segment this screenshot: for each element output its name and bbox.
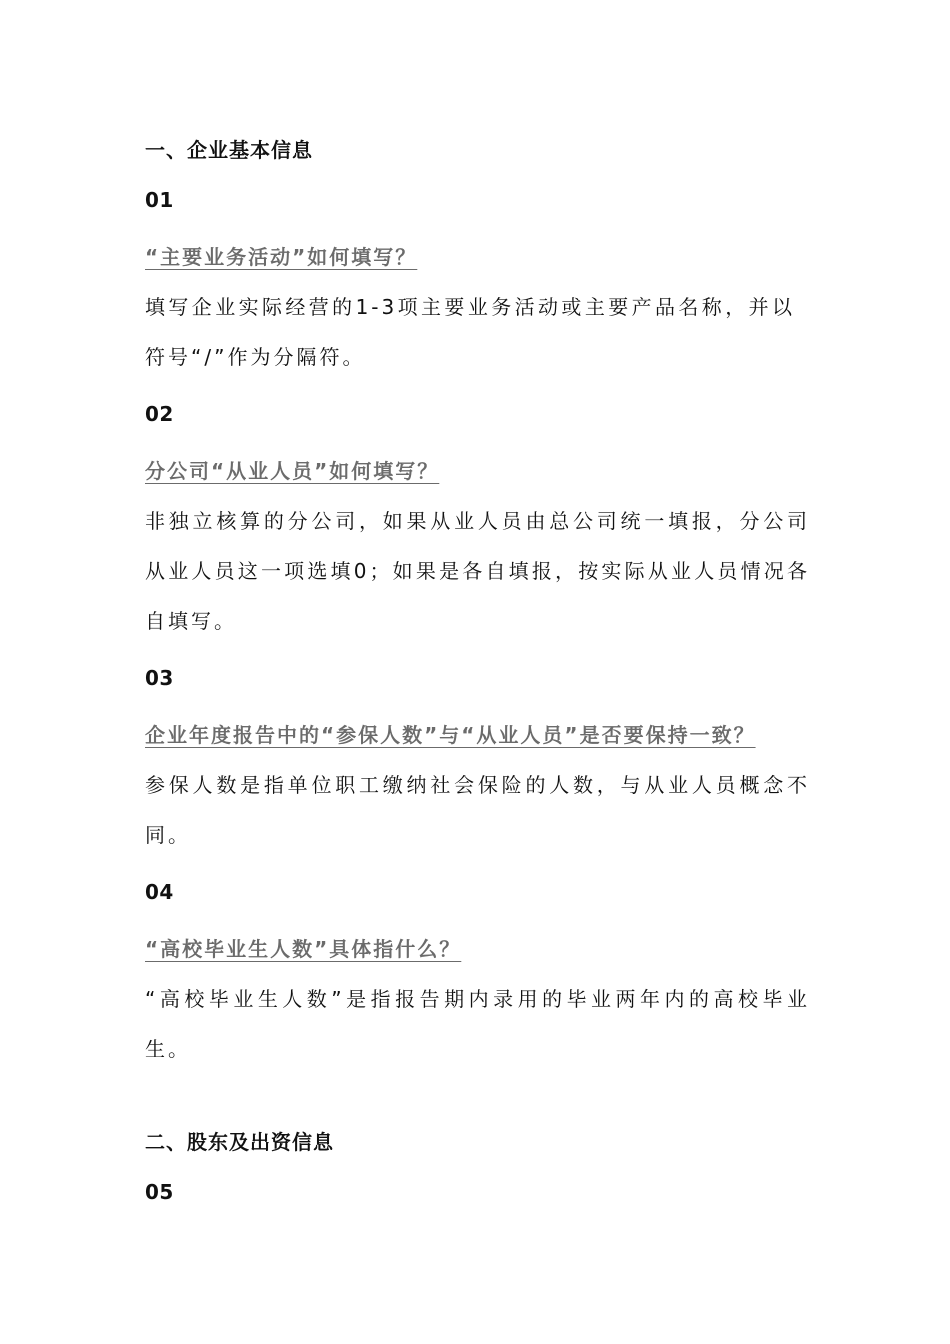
- question-text: 企业年度报告中的“参保人数”与“从业人员”是否要保持一致？: [145, 723, 756, 747]
- section-spacer: [145, 1074, 810, 1124]
- question-text: “高校毕业生人数”具体指什么？: [145, 937, 462, 961]
- answer-text: 参保人数是指单位职工缴纳社会保险的人数，与从业人员概念不同。: [145, 773, 810, 847]
- item-number: 01: [145, 188, 174, 212]
- item-number: 03: [145, 666, 174, 690]
- answer-text: 非独立核算的分公司，如果从业人员由总公司统一填报，分公司从业人员这一项选填0；如果是各自填报，按实际从业人员情况各自填写。: [145, 509, 810, 633]
- question-heading: [145, 710, 810, 760]
- question-heading: [145, 446, 810, 496]
- question-text: 分公司“从业人员”如何填写？: [145, 459, 440, 483]
- section-title: 二、股东及出资信息: [145, 1130, 334, 1154]
- document-page: [145, 132, 810, 1224]
- item-number: 04: [145, 880, 174, 904]
- question-heading: [145, 924, 810, 974]
- item-number: 05: [145, 1180, 174, 1204]
- item-number: 02: [145, 402, 174, 426]
- question-heading: [145, 232, 810, 282]
- answer-text: 填写企业实际经营的1-3项主要业务活动或主要产品名称，并以符号“/”作为分隔符。: [145, 295, 795, 369]
- question-text: “主要业务活动”如何填写？: [145, 245, 418, 269]
- answer-text: “高校毕业生人数”是指报告期内录用的毕业两年内的高校毕业生。: [145, 987, 810, 1061]
- section-title: 一、企业基本信息: [145, 138, 313, 162]
